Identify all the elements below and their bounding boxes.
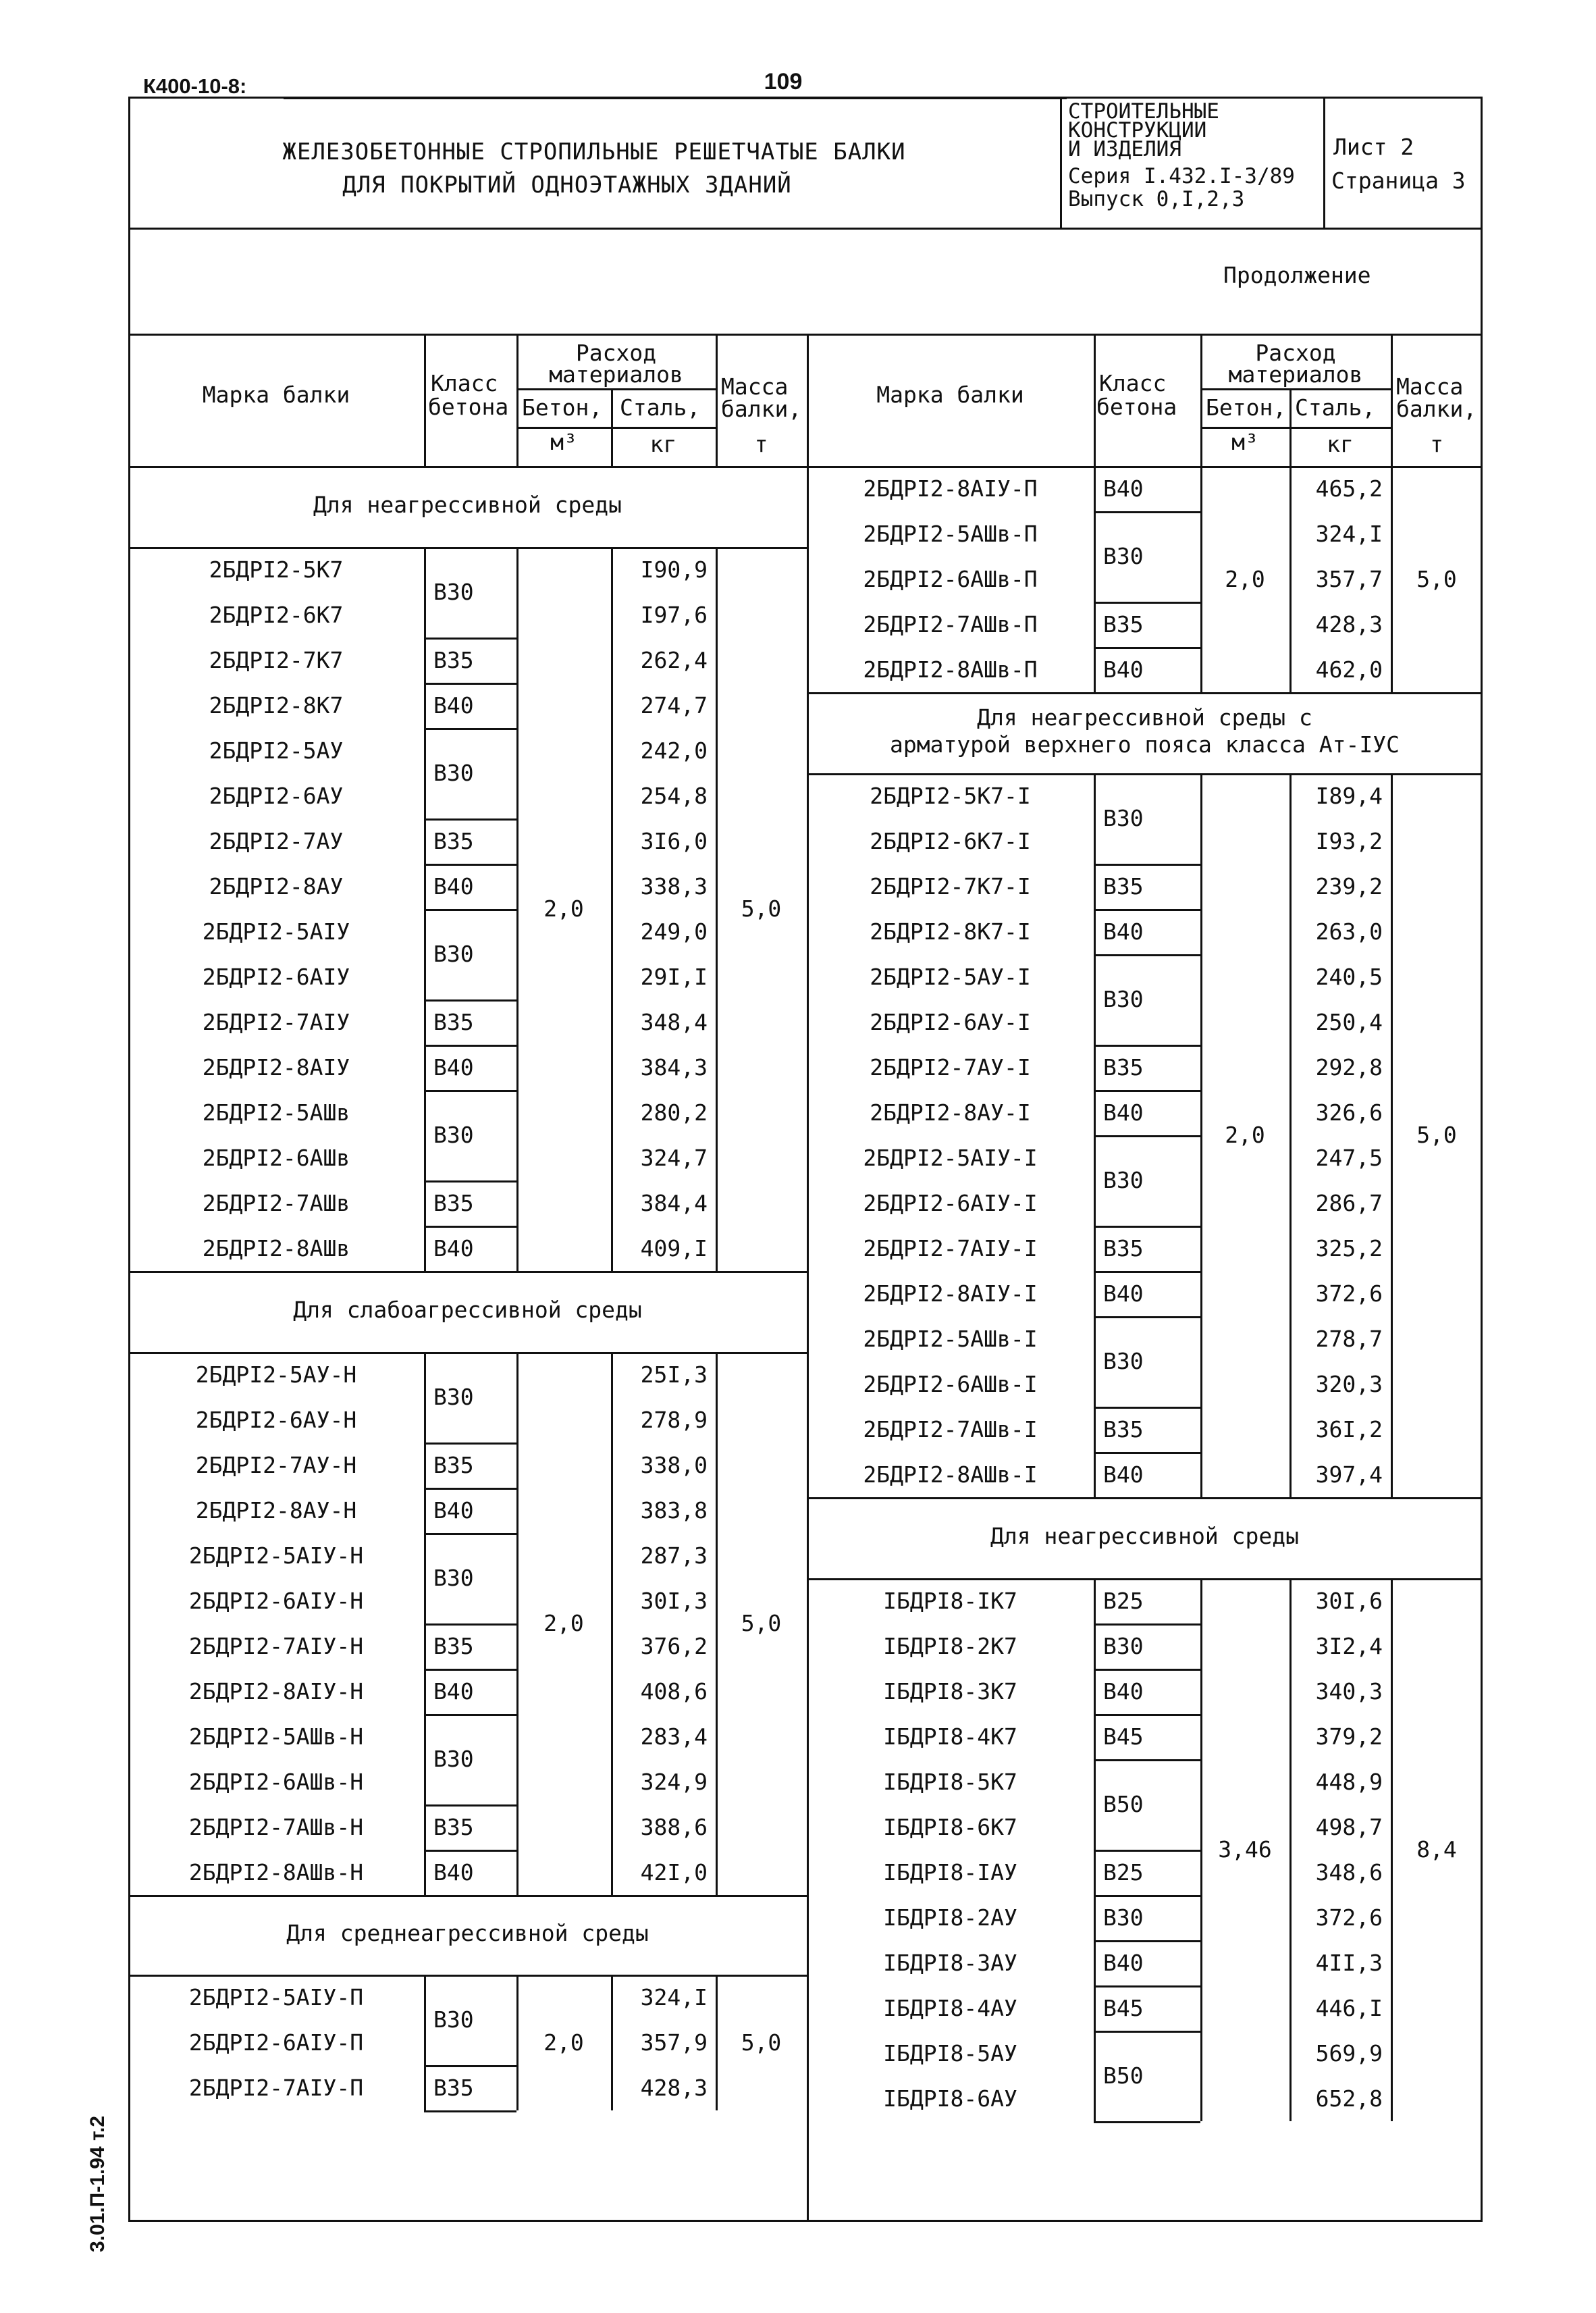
rule-line — [424, 1623, 516, 1626]
right-row-class: В35 — [1103, 1054, 1144, 1081]
rule-line — [424, 909, 516, 911]
section-heading: Для неагрессивной среды с — [977, 704, 1312, 731]
left-row-mark: 2БДРI2-8АУ-Н — [195, 1497, 357, 1524]
left-row-steel: 324,I — [640, 1983, 708, 2010]
right-row-steel: 320,3 — [1315, 1370, 1383, 1397]
right-row-mark: 2БДРI2-5К7-I — [870, 782, 1031, 809]
right-row-mark: 2БДРI2-7АIУ-I — [863, 1235, 1038, 1262]
left-row-steel: 29I,I — [640, 963, 708, 990]
left-row-mark: 2БДРI2-7АIУ-Н — [188, 1632, 364, 1659]
rule-line — [1094, 909, 1200, 911]
right-row-mark: 2БДРI2-6К7-I — [870, 827, 1031, 854]
right-row-class: В30 — [1103, 1904, 1144, 1931]
document-title-line1: ЖЕЛЕЗОБЕТОННЫЕ СТРОПИЛЬНЫЕ РЕШЕТЧАТЫЕ БАЛКИ — [282, 138, 906, 165]
right-row-steel: 340,3 — [1315, 1678, 1383, 1705]
right-row-mark: 2БДРI2-8АIУ-П — [863, 475, 1038, 502]
rule-line — [1094, 954, 1200, 956]
left-row-steel: 30I,3 — [640, 1587, 708, 1614]
left-row-mark: 2БДРI2-7АIУ-П — [188, 2074, 364, 2101]
rule-line — [1094, 1895, 1200, 1897]
left-row-steel: 283,4 — [640, 1723, 708, 1750]
right-row-steel: 357,7 — [1315, 565, 1383, 592]
column-mass-right-3: т — [1430, 431, 1443, 457]
right-row-mark: IБДРI8-5АУ — [883, 2039, 1017, 2067]
right-row-class: В35 — [1103, 1415, 1144, 1443]
left-row-concrete: 2,0 — [543, 1610, 584, 1636]
right-row-mark: 2БДРI2-5АУ-I — [870, 963, 1031, 990]
left-row-concrete: 2,0 — [543, 895, 584, 922]
right-row-steel: 325,2 — [1315, 1235, 1383, 1262]
rule-line — [1094, 1407, 1200, 1409]
right-row-mark: IБДРI8-IК7 — [883, 1587, 1017, 1614]
column-class-right-1: Класс — [1099, 370, 1167, 396]
rule-line — [807, 1497, 1483, 1499]
right-row-mark: 2БДРI2-6АШв-I — [863, 1370, 1038, 1397]
rule-line — [1094, 1940, 1200, 1942]
column-concrete-left-1: Бетон, — [522, 394, 603, 421]
left-row-mark: 2БДРI2-5АIУ-П — [188, 1983, 364, 2010]
left-row-steel: 338,0 — [640, 1451, 708, 1478]
rule-line — [424, 1045, 516, 1047]
right-row-mark: 2БДРI2-7АУ-I — [870, 1054, 1031, 1081]
left-row-mark: 2БДРI2-7К7 — [209, 646, 344, 673]
column-mass-left-3: т — [754, 431, 768, 457]
right-row-class: В25 — [1103, 1859, 1144, 1886]
left-row-class: В35 — [433, 1813, 474, 1840]
right-row-mass: 8,4 — [1416, 1836, 1457, 1863]
left-row-class: В30 — [433, 2006, 474, 2033]
right-row-mark: 2БДРI2-8К7-I — [870, 918, 1031, 945]
rule-line — [1094, 1850, 1200, 1852]
rule-line — [424, 1669, 516, 1671]
right-row-mark: 2БДРI2-7К7-I — [870, 873, 1031, 900]
left-row-class: В35 — [433, 1189, 474, 1216]
left-row-class: В30 — [433, 1746, 474, 1772]
right-row-mark: IБДРI8-5К7 — [883, 1768, 1017, 1795]
left-row-class: В30 — [433, 760, 474, 786]
page-label: Страница 3 — [1331, 167, 1466, 194]
right-row-steel: 250,4 — [1315, 1008, 1383, 1035]
right-row-class: В30 — [1103, 1348, 1144, 1374]
left-row-class: В40 — [433, 1054, 474, 1081]
document-title-line2: ДЛЯ ПОКРЫТИЙ ОДНОЭТАЖНЫХ ЗДАНИЙ — [342, 172, 792, 199]
right-row-steel: 448,9 — [1315, 1768, 1383, 1795]
right-row-steel: 652,8 — [1315, 2085, 1383, 2112]
right-row-mark: IБДРI8-4АУ — [883, 1994, 1017, 2021]
left-row-mark: 2БДРI2-5АШв — [202, 1099, 350, 1126]
left-row-class: В35 — [433, 1632, 474, 1659]
right-row-mark: IБДРI8-3К7 — [883, 1678, 1017, 1705]
right-row-steel: 247,5 — [1315, 1144, 1383, 1171]
left-row-mass: 5,0 — [741, 895, 782, 922]
right-row-concrete: 2,0 — [1225, 1122, 1265, 1148]
rule-line — [424, 1975, 426, 2110]
rule-line — [1094, 647, 1200, 649]
right-row-steel: 324,I — [1315, 520, 1383, 547]
rule-line — [611, 1352, 613, 1895]
right-row-steel: 36I,2 — [1315, 1415, 1383, 1443]
left-row-mark: 2БДРI2-5АШв-Н — [188, 1723, 364, 1750]
right-row-steel: 462,0 — [1315, 656, 1383, 683]
rule-line — [807, 692, 1483, 694]
right-row-steel: 372,6 — [1315, 1904, 1383, 1931]
right-row-class: В40 — [1103, 1949, 1144, 1976]
rule-line — [1094, 1271, 1200, 1273]
left-row-steel: 287,3 — [640, 1542, 708, 1569]
column-class-left-1: Класс — [431, 370, 498, 396]
issue-number: Выпуск 0,I,2,3 — [1068, 187, 1245, 211]
right-row-class: В40 — [1103, 1280, 1144, 1307]
right-row-mark: 2БДРI2-8АШв-I — [863, 1461, 1038, 1488]
right-row-steel: 379,2 — [1315, 1723, 1383, 1750]
right-row-steel: 348,6 — [1315, 1859, 1383, 1886]
right-row-class: В25 — [1103, 1587, 1144, 1614]
rule-line — [1094, 602, 1200, 604]
rule-line — [128, 466, 807, 468]
column-consumption-right-2: материалов — [1228, 361, 1363, 388]
right-row-steel: 4II,3 — [1315, 1949, 1383, 1976]
series-number: Серия I.432.I-3/89 — [1068, 164, 1295, 188]
column-mark-left: Марка балки — [202, 382, 350, 408]
right-row-class: В40 — [1103, 475, 1144, 502]
right-row-steel: 263,0 — [1315, 918, 1383, 945]
right-row-mass: 5,0 — [1416, 565, 1457, 592]
right-row-mark: IБДРI8-6АУ — [883, 2085, 1017, 2112]
left-row-mark: 2БДРI2-5АУ-Н — [195, 1361, 357, 1388]
rule-line — [1094, 1090, 1200, 1092]
left-row-steel: 280,2 — [640, 1099, 708, 1126]
rule-line — [424, 1714, 516, 1716]
right-row-steel: 240,5 — [1315, 963, 1383, 990]
column-mass-right-2: балки, — [1396, 396, 1477, 422]
rule-line — [128, 1271, 807, 1273]
left-row-mass: 5,0 — [741, 2029, 782, 2056]
rule-line — [1094, 1135, 1200, 1137]
right-row-steel: 465,2 — [1315, 475, 1383, 502]
rule-line — [1094, 1316, 1200, 1318]
right-row-steel: 397,4 — [1315, 1461, 1383, 1488]
rule-line — [1094, 773, 1200, 775]
column-steel-left-1: Сталь, — [620, 394, 701, 421]
left-row-class: В40 — [433, 692, 474, 719]
right-row-class: В40 — [1103, 1678, 1144, 1705]
left-row-steel: 338,3 — [640, 873, 708, 900]
right-row-mark: 2БДРI2-8АШв-П — [863, 656, 1038, 683]
rule-line — [424, 2065, 516, 2067]
rule-line — [1094, 1669, 1200, 1671]
section-heading: арматурой верхнего пояса класса Ат-IУС — [890, 731, 1400, 758]
rule-line — [1094, 1623, 1200, 1626]
left-row-steel: I90,9 — [640, 556, 708, 583]
left-row-mark: 2БДРI2-7АШв-Н — [188, 1813, 364, 1840]
right-row-steel: 569,9 — [1315, 2039, 1383, 2067]
left-row-mass: 5,0 — [741, 1610, 782, 1636]
left-row-mark: 2БДРI2-8АУ — [209, 873, 344, 900]
right-row-class: В40 — [1103, 918, 1144, 945]
rule-line — [1094, 1452, 1200, 1454]
rule-line — [128, 1895, 807, 1897]
left-row-steel: 324,9 — [640, 1768, 708, 1795]
rule-line — [424, 999, 516, 1002]
left-row-concrete: 2,0 — [543, 2029, 584, 2056]
left-row-class: В30 — [433, 1122, 474, 1148]
left-row-class: В35 — [433, 1008, 474, 1035]
rule-line — [1094, 1226, 1200, 1228]
left-row-mark: 2БДРI2-7АУ — [209, 827, 344, 854]
column-consumption-left-2: материалов — [549, 361, 683, 388]
section-heading: Для слабоагрессивной среды — [293, 1297, 642, 1323]
left-row-class: В30 — [433, 1565, 474, 1591]
right-row-class: В45 — [1103, 1723, 1144, 1750]
left-row-class: В40 — [433, 873, 474, 900]
column-consumption-left-1: Расход — [575, 340, 657, 366]
right-row-class: В30 — [1103, 543, 1144, 569]
left-row-steel: 384,4 — [640, 1189, 708, 1216]
left-row-steel: 357,9 — [640, 2029, 708, 2056]
right-row-steel: 30I,6 — [1315, 1587, 1383, 1614]
left-row-class: В35 — [433, 2074, 474, 2101]
right-row-steel: 372,6 — [1315, 1280, 1383, 1307]
right-row-mark: 2БДРI2-8АIУ-I — [863, 1280, 1038, 1307]
right-row-mark: 2БДРI2-7АШв-I — [863, 1415, 1038, 1443]
right-row-steel: 3I2,4 — [1315, 1632, 1383, 1659]
section-heading: Для неагрессивной среды — [990, 1523, 1299, 1549]
rule-line — [1094, 466, 1096, 692]
left-row-mark: 2БДРI2-6АУ-Н — [195, 1406, 357, 1433]
left-row-steel: 3I6,0 — [640, 827, 708, 854]
rule-line — [424, 1804, 516, 1807]
right-row-mark: 2БДРI2-6АУ-I — [870, 1008, 1031, 1035]
column-concrete-left-2: м³ — [550, 429, 577, 455]
left-row-steel: 249,0 — [640, 918, 708, 945]
left-row-class: В40 — [433, 1859, 474, 1886]
rule-line — [424, 1180, 516, 1183]
right-row-steel: 428,3 — [1315, 610, 1383, 638]
left-row-mark: 2БДРI2-6АУ — [209, 782, 344, 809]
right-row-mark: IБДРI8-4К7 — [883, 1723, 1017, 1750]
left-row-mark: 2БДРI2-5К7 — [209, 556, 344, 583]
left-row-mark: 2БДРI2-6АIУ — [202, 963, 350, 990]
right-row-steel: 286,7 — [1315, 1189, 1383, 1216]
left-row-class: В40 — [433, 1235, 474, 1262]
rule-line — [424, 1443, 516, 1445]
rule-line — [424, 547, 516, 549]
right-row-class: В40 — [1103, 1099, 1144, 1126]
rule-line — [424, 638, 516, 640]
left-row-mark: 2БДРI2-6К7 — [209, 601, 344, 628]
left-row-class: В30 — [433, 941, 474, 967]
left-row-steel: 262,4 — [640, 646, 708, 673]
left-row-mark: 2БДРI2-5АУ — [209, 737, 344, 764]
rule-line — [1094, 864, 1200, 866]
left-row-class: В30 — [433, 1384, 474, 1410]
right-row-class: В45 — [1103, 1994, 1144, 2021]
right-row-class: В50 — [1103, 1791, 1144, 1817]
left-row-mark: 2БДРI2-8АIУ-Н — [188, 1678, 364, 1705]
rule-line — [1094, 1985, 1200, 1987]
rule-line — [1094, 1578, 1200, 1580]
left-row-mark: 2БДРI2-6АШв-Н — [188, 1768, 364, 1795]
column-consumption-right-1: Расход — [1255, 340, 1336, 366]
right-row-steel: I93,2 — [1315, 827, 1383, 854]
left-row-mark: 2БДРI2-5АIУ-Н — [188, 1542, 364, 1569]
right-row-concrete: 2,0 — [1225, 565, 1265, 592]
left-row-steel: 428,3 — [640, 2074, 708, 2101]
series-line3: И ИЗДЕЛИЯ — [1068, 137, 1181, 161]
rule-line — [1094, 2031, 1200, 2033]
rule-line — [424, 1488, 516, 1490]
left-row-class: В35 — [433, 827, 474, 854]
right-row-mark: IБДРI8-2К7 — [883, 1632, 1017, 1659]
column-class-right-2: бетона — [1096, 394, 1177, 420]
rule-line — [424, 2110, 516, 2112]
right-row-mark: 2БДРI2-6АШв-П — [863, 565, 1038, 592]
section-heading: Для среднеагрессивной среды — [286, 1920, 649, 1946]
left-row-mark: 2БДРI2-6АIУ-П — [188, 2029, 364, 2056]
left-row-mark: 2БДРI2-8К7 — [209, 692, 344, 719]
left-row-mark: 2БДРI2-8АIУ — [202, 1054, 350, 1081]
left-row-steel: 409,I — [640, 1235, 708, 1262]
right-row-class: В30 — [1103, 805, 1144, 831]
right-row-mark: IБДРI8-6К7 — [883, 1813, 1017, 1840]
rule-line — [1094, 2121, 1200, 2123]
left-row-mark: 2БДРI2-6АШв — [202, 1144, 350, 1171]
left-row-mark: 2БДРI2-5АIУ — [202, 918, 350, 945]
rule-line — [424, 1850, 516, 1852]
left-row-class: В35 — [433, 1451, 474, 1478]
column-mass-right-1: Масса — [1396, 373, 1464, 400]
left-row-class: В40 — [433, 1497, 474, 1524]
left-row-steel: 42I,0 — [640, 1859, 708, 1886]
column-class-left-2: бетона — [428, 394, 509, 420]
left-row-mark: 2БДРI2-8АШв-Н — [188, 1859, 364, 1886]
left-row-steel: I97,6 — [640, 601, 708, 628]
column-steel-left-2: кг — [649, 431, 677, 457]
left-row-class: В30 — [433, 579, 474, 605]
left-row-steel: 348,4 — [640, 1008, 708, 1035]
right-row-steel: 326,6 — [1315, 1099, 1383, 1126]
rule-line — [1094, 1714, 1200, 1716]
left-row-steel: 383,8 — [640, 1497, 708, 1524]
right-row-mass: 5,0 — [1416, 1122, 1457, 1148]
rule-line — [1094, 1045, 1200, 1047]
right-row-steel: 498,7 — [1315, 1813, 1383, 1840]
right-row-class: В40 — [1103, 1461, 1144, 1488]
right-row-class: В30 — [1103, 986, 1144, 1012]
right-row-mark: IБДРI8-IАУ — [883, 1859, 1017, 1886]
left-row-steel: 254,8 — [640, 782, 708, 809]
right-row-mark: 2БДРI2-5АIУ-I — [863, 1144, 1038, 1171]
rule-line — [1289, 1578, 1292, 2121]
rule-line — [424, 683, 516, 685]
continuation-label: Продолжение — [1223, 262, 1371, 288]
left-row-steel: 388,6 — [640, 1813, 708, 1840]
rule-line — [424, 864, 516, 866]
left-row-steel: 376,2 — [640, 1632, 708, 1659]
right-row-class: В50 — [1103, 2062, 1144, 2089]
right-row-mark: 2БДРI2-5АШв-П — [863, 520, 1038, 547]
right-row-class: В35 — [1103, 1235, 1144, 1262]
rule-line — [424, 1090, 516, 1092]
right-row-mark: IБДРI8-3АУ — [883, 1949, 1017, 1976]
right-row-steel: 292,8 — [1315, 1054, 1383, 1081]
left-row-steel: 25I,3 — [640, 1361, 708, 1388]
column-mass-left-2: балки, — [721, 396, 802, 422]
sheet-number: Лист 2 — [1333, 134, 1414, 160]
series-line2: КОНСТРУКЦИИ — [1068, 118, 1207, 142]
right-row-steel: 278,7 — [1315, 1325, 1383, 1352]
left-row-mark: 2БДРI2-7АШв — [202, 1189, 350, 1216]
rule-line — [1094, 1759, 1200, 1761]
section-heading: Для неагрессивной среды — [313, 492, 622, 518]
left-row-mark: 2БДРI2-8АШв — [202, 1235, 350, 1262]
right-row-class: В35 — [1103, 610, 1144, 638]
left-row-steel: 408,6 — [640, 1678, 708, 1705]
left-row-steel: 278,9 — [640, 1406, 708, 1433]
doc-code: К400-10-8: — [143, 74, 247, 98]
rule-line — [424, 1226, 516, 1228]
left-row-class: В35 — [433, 646, 474, 673]
left-row-steel: 242,0 — [640, 737, 708, 764]
rule-line — [424, 1352, 516, 1354]
right-row-steel: 239,2 — [1315, 873, 1383, 900]
left-row-steel: 324,7 — [640, 1144, 708, 1171]
side-stamp: 3.01.П-1.94 т.2 — [86, 2115, 109, 2252]
right-row-steel: I89,4 — [1315, 782, 1383, 809]
column-steel-right-1: Сталь, — [1295, 394, 1376, 421]
right-row-mark: IБДРI8-2АУ — [883, 1904, 1017, 1931]
column-concrete-right-2: м³ — [1231, 429, 1258, 455]
right-row-class: В30 — [1103, 1632, 1144, 1659]
column-mark-right: Марка балки — [876, 382, 1024, 408]
right-row-class: В30 — [1103, 1167, 1144, 1193]
rule-line — [424, 1975, 516, 1977]
right-row-mark: 2БДРI2-8АУ-I — [870, 1099, 1031, 1126]
right-row-mark: 2БДРI2-5АШв-I — [863, 1325, 1038, 1352]
right-row-class: В40 — [1103, 656, 1144, 683]
left-row-mark: 2БДРI2-7АУ-Н — [195, 1451, 357, 1478]
page-number: 109 — [764, 69, 803, 95]
rule-line — [1094, 511, 1200, 513]
left-row-steel: 384,3 — [640, 1054, 708, 1081]
rule-line — [424, 818, 516, 821]
column-mass-left-1: Масса — [721, 373, 789, 400]
series-line1: СТРОИТЕЛЬНЫЕ — [1068, 99, 1219, 124]
right-row-mark: 2БДРI2-6АIУ-I — [863, 1189, 1038, 1216]
right-row-mark: 2БДРI2-7АШв-П — [863, 610, 1038, 638]
left-row-class: В40 — [433, 1678, 474, 1705]
rule-line — [424, 1533, 516, 1535]
right-row-class: В35 — [1103, 873, 1144, 900]
right-row-concrete: 3,46 — [1218, 1836, 1272, 1863]
rule-line — [424, 728, 516, 730]
right-row-steel: 446,I — [1315, 1994, 1383, 2021]
column-steel-right-2: кг — [1327, 431, 1354, 457]
left-row-mark: 2БДРI2-7АIУ — [202, 1008, 350, 1035]
left-row-mark: 2БДРI2-6АIУ-Н — [188, 1587, 364, 1614]
column-concrete-right-1: Бетон, — [1206, 394, 1287, 421]
rule-line — [1094, 466, 1200, 468]
left-row-steel: 274,7 — [640, 692, 708, 719]
